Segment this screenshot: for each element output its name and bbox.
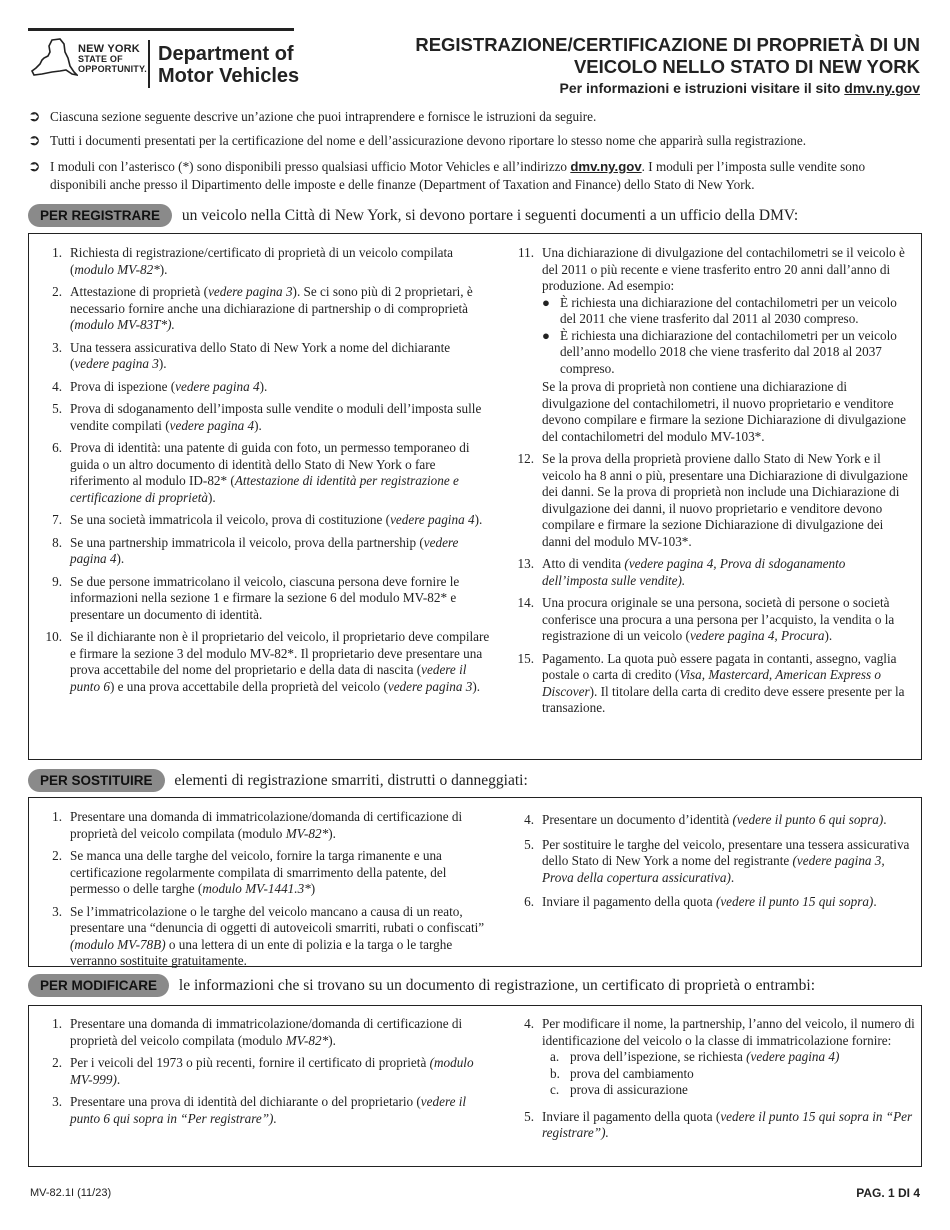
bullet-dot-icon: ● [542, 294, 550, 310]
modify-right-column [508, 1016, 920, 1148]
subtitle-text: Per informazioni e istruzioni visitare il sito [559, 80, 845, 96]
text: ). [824, 628, 833, 643]
text: Se il dichiarante non è il proprietario del veicolo, il proprietario deve compilare e firmare la sezione 3 del modulo MV-82*. Il proprietario deve presentare una prova accettabile del nome del proprietario e della data di nascita ( [70, 629, 490, 677]
text: (modulo MV-999) [70, 1055, 474, 1087]
text: Per sostituire le targhe del veicolo, presentare una tessera assicurativa dello Stato di New York a nome del registrante [542, 836, 910, 868]
text: Presentare una domanda di immatricolazione/domanda di certificazione di proprietà del veicolo compilata (modulo [70, 1016, 463, 1048]
text: (vedere pagina 4, Prova di sdoganamento dell’imposta sulle vendite). [542, 556, 846, 588]
text: modulo MV-82* [74, 261, 160, 277]
logo-divider [148, 40, 150, 88]
text: o una lettera di un ente di polizia e la targa o le targhe verranno sostituite gratuitamente. [70, 936, 453, 968]
text: ). [472, 678, 481, 694]
text: È richiesta una dichiarazione del contachilometri per un veicolo del 2011 che viene trasferito dal 2011 al 2030 compreso. [560, 294, 897, 326]
text: vedere pagina 4 [175, 378, 260, 394]
list-item: 14. Una procura originale se una persona, società di persone o società conferisce una procura a una persona per l’acquisto, la vendita o la registrazione di un veicolo (vedere pagina 4, Procura). [517, 595, 895, 643]
text: (vedere pagina 3, Prova della copertura assicurativa) [542, 853, 885, 885]
arrow-bullet-icon: ➲ [28, 157, 41, 175]
dept-line1: Department of [158, 43, 294, 65]
page-title [360, 34, 920, 78]
list-item: 2. Attestazione di proprietà (vedere pagina 3). Se ci sono più di 2 proprietari, è necessario fornire anche una dichiarazione di partnership o di comproprietà (modulo MV-83T*). [52, 284, 473, 332]
intro-bullet-1 [28, 108, 928, 126]
list-item: 9. Se due persone immatricolano il veicolo, ciascuna persona deve fornire le informazioni nella sezione 1 e firmare la sezione 6 del modulo MV-82* e presentare un documento di identità. [52, 573, 460, 622]
list-item: 6. Inviare il pagamento della quota (vedere il punto 15 qui sopra). [524, 894, 877, 909]
text: vedere il punto 6 qui sopra in “Per registrare”). [70, 1094, 467, 1126]
text: Richiesta di registrazione/certificato di proprietà di un veicolo compilata ( [70, 245, 454, 277]
text: Atto di vendita [542, 556, 625, 571]
text: Attestazione di proprietà ( [70, 284, 209, 299]
register-tag: PER REGISTRARE [28, 204, 172, 227]
text: . [883, 812, 887, 827]
text: Visa, Mastercard, American Express o Discover [542, 667, 881, 699]
intro-bullet-2 [28, 132, 928, 150]
logo-ny-line1: NEW YORK [78, 43, 140, 55]
sub-item: a. prova dell’ispezione, se richiesta (vedere pagina 4) [550, 1049, 840, 1064]
text: Presentare una domanda di immatricolazione/domanda di certificazione di proprietà del veicolo compilata (modulo [70, 809, 463, 841]
list-item: 15. Pagamento. La quota può essere pagata in contanti, assegno, vaglia postale o carta di credito (Visa, Mastercard, American Express o Discover). Il titolare della carta di credito deve essere presente per la transazione. [517, 650, 905, 715]
sub-item: b. prova del cambiamento [550, 1065, 694, 1081]
title-line1: REGISTRAZIONE/CERTIFICAZIONE DI PROPRIETÀ DI UN [415, 34, 920, 55]
text: prova dell’ispezione, se richiesta [570, 1049, 747, 1064]
text: vedere pagina 4 [390, 512, 475, 527]
text: (modulo MV-78B) [70, 936, 166, 952]
intro-bullet-text [50, 158, 928, 194]
text: vedere il punto 15 qui sopra in “Per registrare”). [542, 1108, 913, 1140]
modify-lead: le informazioni che si trovano su un documento di registrazione, un certificato di proprietà o entrambi: [178, 977, 816, 994]
list-item: 12. Se la prova della proprietà proviene dallo Stato di New York e il veicolo ha 8 anni o più, presentare una Dichiarazione di divulgazione dei danni. Se la prova di proprietà non include una Dichiarazione di divulgazione dei danni, il nuovo proprietario e venditore devono compilare e firmare la sezione Dichiarazione di divulgazione dei danni del modulo MV-103*. [517, 451, 908, 549]
text: (vedere il punto 6 qui sopra) [732, 812, 884, 827]
intro-bullet-3 [28, 158, 928, 194]
register-lead: un veicolo nella Città di New York, si devono portare i seguenti documenti a un ufficio della DMV: [181, 207, 799, 224]
text: vedere il punto 6 [70, 662, 467, 694]
register-section-heading [28, 204, 798, 227]
text: (vedere il punto 15 qui sopra) [715, 894, 874, 909]
arrow-bullet-icon: ➲ [28, 131, 41, 149]
ny-logo-text [78, 44, 147, 74]
text: ). [116, 551, 125, 566]
replace-left-column [36, 809, 491, 976]
register-right-column [508, 245, 914, 723]
logo-ny-line3: OPPORTUNITY. [78, 64, 147, 74]
replace-section-heading [28, 769, 528, 792]
list-item: 13. Atto di vendita (vedere pagina 4, Prova di sdoganamento dell’imposta sulle vendite). [517, 556, 846, 588]
text: disponibili anche presso il Dipartimento delle imposte e delle finanze (Department of Taxation and Finance) dello Stato di New York. [50, 177, 755, 192]
text: . [116, 1071, 121, 1087]
text: Una procura originale se una persona, società di persone o società conferisce una procura a una persona per l’acquisto, la vendita o la registrazione di un veicolo ( [542, 595, 895, 643]
list-item: 1. Presentare una domanda di immatricolazione/domanda di certificazione di proprietà del veicolo compilata (modulo MV-82*). [52, 809, 463, 841]
text: ). Il titolare della carta di credito deve essere presente per la transazione. [542, 683, 905, 715]
text: ). [254, 417, 262, 433]
intro-bullet-text: Ciascuna sezione seguente descrive un’azione che puoi intraprendere e fornisce le istruzioni da seguire. [50, 109, 597, 124]
modify-left-column [36, 1016, 491, 1133]
text: Se la prova della proprietà proviene dallo Stato di New York e il veicolo ha 8 anni o più, presentare una Dichiarazione di divulgazione dei danni. Se la prova di proprietà non include una Dichiarazione di divulgazione dei danni, il nuovo proprietario e venditore devono compilare e firmare la sezione Dichiarazione di divulgazione dei danni del modulo MV-103*. [542, 451, 908, 549]
text: È richiesta una dichiarazione del contachilometri per un veicolo dell’anno modello 2018 che viene trasferito dal 2018 al 2037 compreso. [560, 327, 897, 376]
text: prova del cambiamento [570, 1065, 694, 1081]
text: ). [474, 512, 483, 527]
list-item: 4. Presentare un documento d’identità (vedere il punto 6 qui sopra). [524, 812, 887, 827]
text: ). [328, 825, 336, 841]
list-item: 4. Per modificare il nome, la partnership, l’anno del veicolo, il numero di identificazione del veicolo o la classe di immatricolazione fornire: a. prova dell’ispezione, se richiesta (vedere pagina 4) b. prova del cambiamento c. prova di assicurazione [508, 1016, 920, 1099]
list-item: 5. Per sostituire le targhe del veicolo, presentare una tessera assicurativa dello Stato di New York a nome del registrante (vedere pagina 3, Prova della copertura assicurativa). [524, 836, 910, 885]
text: Presentare un documento d’identità [542, 812, 733, 827]
sub-item: c. prova di assicurazione [550, 1082, 688, 1097]
text: Attestazione di identità per registrazione e certificazione di proprietà [70, 473, 459, 505]
text: Prova di ispezione ( [70, 378, 176, 394]
modify-tag: PER MODIFICARE [28, 974, 169, 997]
text: Inviare il pagamento della quota ( [542, 1108, 721, 1124]
text: Presentare una prova di identità del dichiarante o del proprietario ( [70, 1094, 421, 1109]
text: Se l’immatricolazione o le targhe del veicolo mancano a causa di un reato, presentare una “denuncia di oggetti di autoveicoli smarriti, rubati o confiscati” [70, 903, 485, 935]
text: Se una partnership immatricola il veicolo, prova della partnership ( [70, 534, 424, 550]
list-item: 1. Richiesta di registrazione/certificato di proprietà di un veicolo compilata (modulo MV-82*). [52, 245, 454, 277]
text: modulo MV-1441.3* [202, 881, 311, 896]
sub-bullet [542, 295, 914, 328]
text: I moduli con l’asterisco (*) sono disponibili presso qualsiasi ufficio Motor Vehicles e all’indirizzo [50, 159, 571, 174]
dept-line2: Motor Vehicles [158, 65, 300, 87]
text: . I moduli per l’imposta sulle vendite sono [641, 159, 866, 174]
text: prova di assicurazione [570, 1082, 688, 1097]
text: ). [159, 261, 168, 277]
list-item: 10. Se il dichiarante non è il proprietario del veicolo, il proprietario deve compilare e firmare la sezione 3 del modulo MV-82*. Il proprietario deve presentare una prova accettabile del nome del proprietario e della data di nascita (vedere il punto 6) e una prova accettabile della proprietà del veicolo (vedere pagina 3). [45, 629, 490, 694]
text: ). [158, 356, 167, 371]
text: . [730, 869, 735, 885]
text: Per modificare il nome, la partnership, l’anno del veicolo, il numero di identificazione del veicolo o la classe di immatricolazione fornire: [542, 1016, 915, 1048]
text: vedere pagina 4 [70, 534, 459, 566]
list-item: 3. Una tessera assicurativa dello Stato di New York a nome del dichiarante (vedere pagina 3). [52, 339, 451, 371]
text: vedere pagina 3 [74, 356, 159, 371]
new-york-state-outline-icon [30, 38, 78, 82]
text: ). [207, 489, 216, 505]
list-item: 1. Presentare una domanda di immatricolazione/domanda di certificazione di proprietà del veicolo compilata (modulo MV-82*). [52, 1016, 463, 1048]
header-rule [28, 28, 294, 31]
text: vedere pagina 3 [208, 284, 293, 299]
title-line2: VEICOLO NELLO STATO DI NEW YORK [573, 56, 920, 77]
list-item: 8. Se una partnership immatricola il veicolo, prova della partnership (vedere pagina 4). [52, 534, 459, 566]
text: (modulo MV-83T*). [70, 317, 175, 332]
text: (vedere pagina 4) [746, 1049, 840, 1064]
replace-tag: PER SOSTITUIRE [28, 769, 165, 792]
text: Se due persone immatricolano il veicolo, ciascuna persona deve fornire le informazioni nella sezione 1 e firmare la sezione 6 del modulo MV-82* e presentare un documento di identità. [70, 573, 460, 622]
page-subtitle [560, 80, 920, 96]
text: vedere pagina 3 [387, 678, 473, 694]
list-item: 11. Una dichiarazione di divulgazione del contachilometri se il veicolo è del 2011 o più recente e viene trasferito entro 20 anni dall’anno di produzione. Ad esempio: ● È richiesta una dichiarazione del contachilometri per un veicolo del 2011 che viene trasferito dal 2011 al 2030 compreso. ● È richiesta una dichiarazione del contachilometri per un veicolo dell’anno modello 2018 che viene trasferito dal 2018 al 2037 compreso. [508, 245, 914, 377]
list-item: 7. Se una società immatricola il veicolo, prova di costituzione (vedere pagina 4). [52, 512, 483, 527]
page-number: PAG. 1 DI 4 [856, 1186, 920, 1200]
text: ) e una prova accettabile della proprietà del veicolo ( [109, 678, 388, 694]
text: vedere pagina 4, Procura [689, 628, 825, 643]
list-item: 2. Se manca una delle targhe del veicolo, fornire la targa rimanente e una certificazione regolarmente compilata di smarrimento della patente, del permesso o delle targhe (modulo MV-1441.3*) [52, 848, 447, 896]
text: Se manca una delle targhe del veicolo, fornire la targa rimanente e una certificazione regolarmente compilata di smarrimento della patente, del permesso o delle targhe ( [70, 848, 447, 896]
list-item: 5. Inviare il pagamento della quota (vedere il punto 15 qui sopra in “Per registrare”). [524, 1108, 913, 1140]
text: Una tessera assicurativa dello Stato di New York a nome del dichiarante ( [70, 339, 451, 371]
odometer-paragraph: Se la prova di proprietà non contiene una dichiarazione di divulgazione del contachilometri, il nuovo proprietario e venditore devono compilare e firmare la sezione Dichiarazione di divulgazione del contachilometri del modulo MV-103*. [542, 379, 906, 444]
text: . [873, 894, 877, 909]
register-left-column [36, 245, 491, 701]
text: Pagamento. La quota può essere pagata in contanti, assegno, vaglia postale o carta di credito ( [542, 650, 897, 682]
text: Prova di identità: una patente di guida con foto, un permesso temporaneo di guida o un altro documento di identità dello Stato di New York o fare riferimento al modulo ID-82* ( [70, 440, 470, 488]
text: ). [259, 378, 268, 394]
text: Se una società immatricola il veicolo, prova di costituzione ( [70, 512, 391, 527]
dmv-website-link[interactable]: dmv.ny.gov [844, 80, 920, 96]
arrow-bullet-icon: ➲ [28, 107, 41, 125]
text: vedere pagina 4 [169, 417, 255, 433]
text: Inviare il pagamento della quota [542, 894, 716, 909]
list-item: 3. Presentare una prova di identità del dichiarante o del proprietario (vedere il punto 6 qui sopra in “Per registrare”). [52, 1094, 467, 1126]
logo-ny-line2: STATE OF [78, 54, 123, 64]
text: ) [310, 881, 316, 896]
text: Per i veicoli del 1973 o più recenti, fornire il certificato di proprietà [70, 1055, 430, 1070]
text: ). Se ci sono più di 2 proprietari, è necessario fornire anche una dichiarazione di partnership o di comproprietà [70, 284, 473, 316]
form-id: MV-82.1I (11/23) [30, 1187, 112, 1199]
text: MV-82* [285, 825, 329, 841]
list-item: 6. Prova di identità: una patente di guida con foto, un permesso temporaneo di guida o un altro documento di identità dello Stato di New York o fare riferimento al modulo ID-82* (Attestazione di identità per registrazione e certificazione di proprietà). [52, 440, 470, 505]
text: Una dichiarazione di divulgazione del contachilometri se il veicolo è del 2011 o più recente e viene trasferito entro 20 anni dall’anno di produzione. Ad esempio: [542, 245, 905, 293]
text: MV-82* [285, 1032, 329, 1048]
list-item: 5. Prova di sdoganamento dell’imposta sulle vendite o moduli dell’imposta sulle vendite compilati (vedere pagina 4). [52, 401, 482, 433]
list-item: 3. Se l’immatricolazione o le targhe del veicolo mancano a causa di un reato, presentare una “denuncia di oggetti di autoveicoli smarriti, rubati o confiscati” (modulo MV-78B) o una lettera di un ente di polizia e la targa o le targhe verranno sostituite gratuitamente. [52, 903, 485, 968]
modify-section-heading [28, 974, 815, 997]
replace-lead: elementi di registrazione smarriti, distrutti o danneggiati: [174, 772, 528, 789]
list-item: 4. Prova di ispezione (vedere pagina 4). [52, 378, 268, 394]
list-item: 2. Per i veicoli del 1973 o più recenti, fornire il certificato di proprietà (modulo MV-999). [52, 1055, 474, 1087]
dmv-website-link[interactable]: dmv.ny.gov [570, 159, 642, 174]
text: ). [328, 1032, 336, 1048]
text: Prova di sdoganamento dell’imposta sulle vendite o moduli dell’imposta sulle vendite compilati ( [70, 401, 482, 433]
sub-bullet [542, 328, 914, 378]
bullet-dot-icon: ● [542, 327, 550, 343]
dmv-logo-name [158, 43, 299, 87]
replace-right-column [508, 812, 914, 917]
intro-bullet-text: Tutti i documenti presentati per la certificazione del nome e dell’assicurazione devono riportare lo stesso nome che apparirà sulla registrazione. [50, 133, 807, 148]
